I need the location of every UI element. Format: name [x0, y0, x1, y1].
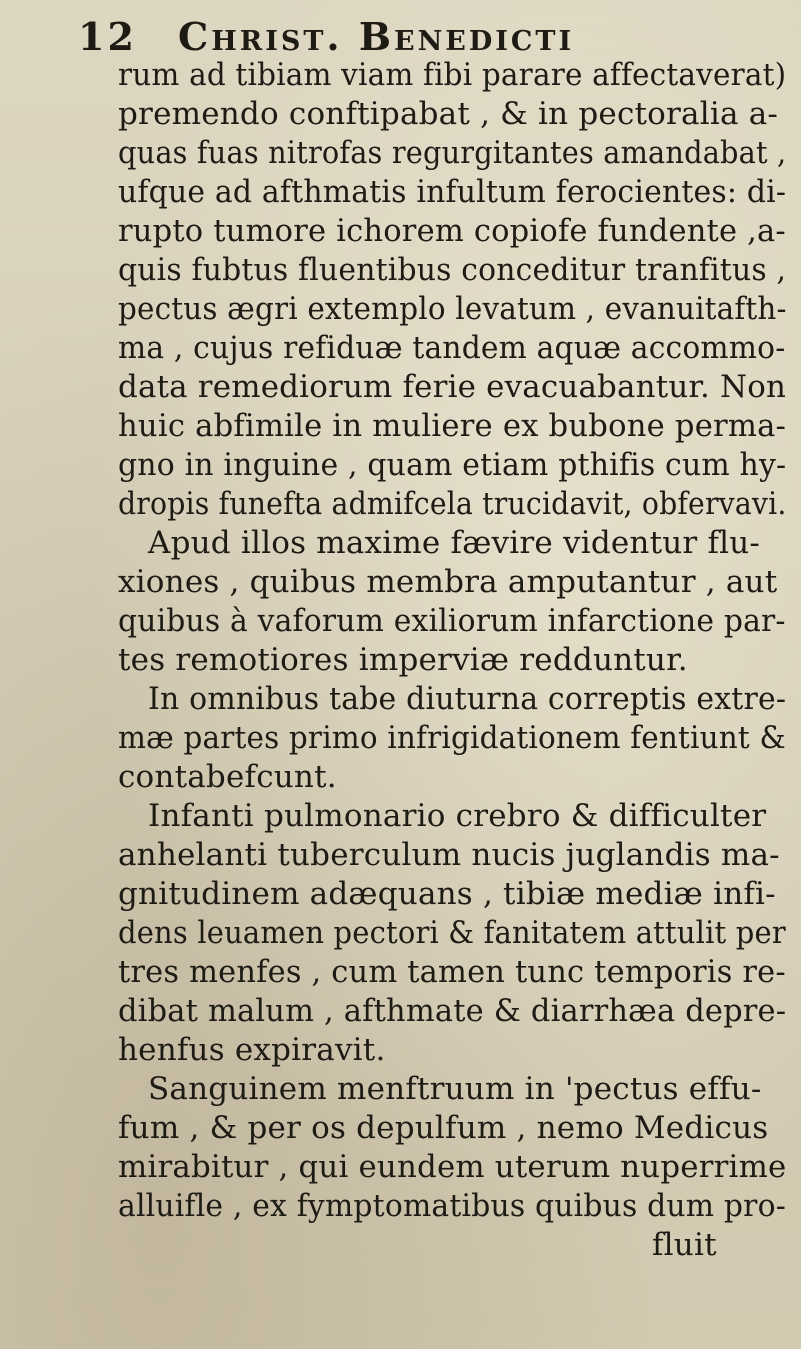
- text-line: henfus expiravit.: [118, 1032, 386, 1068]
- text-line: alluifle , ex fymptomatibus quibus dum pro-: [118, 1188, 787, 1224]
- text-line: mæ partes primo infrigidationem fentiunt &: [118, 720, 786, 756]
- text-line: Sanguinem menftruum in 'pectus effu-: [148, 1071, 762, 1107]
- text-line: data remediorum ferie evacuabantur. Non: [118, 369, 787, 405]
- text-line: Infanti pulmonario crebro & difficulter: [148, 798, 767, 834]
- text-line: ma , cujus refiduæ tandem aquæ accommo-: [118, 330, 786, 366]
- text-line: fluit: [652, 1227, 717, 1263]
- text-line: gnitudinem adæquans , tibiæ mediæ infi-: [118, 876, 776, 912]
- text-line: huic abfimile in muliere ex bubone perma-: [118, 408, 787, 444]
- text-line: gno in inguine , quam etiam pthifis cum hy-: [118, 447, 787, 483]
- text-line: tes remotiores imperviæ redduntur.: [118, 642, 688, 678]
- text-line: rupto tumore ichorem copiofe fundente ,a-: [118, 213, 786, 249]
- text-line: Apud illos maxime fævire videntur flu-: [148, 525, 761, 561]
- text-line: quibus à vaforum exiliorum infarctione par-: [118, 603, 786, 639]
- text-line: tres menfes , cum tamen tunc temporis re-: [118, 954, 786, 990]
- text-line: dropis funefta admifcela trucidavit, obfervavi.: [118, 486, 787, 522]
- text-line: rum ad tibiam viam fibi parare affectaverat): [118, 57, 787, 93]
- text-line: contabefcunt.: [118, 759, 337, 795]
- page-number: 12: [78, 14, 137, 59]
- text-line: dibat malum , afthmate & diarrhæa depre-: [118, 993, 787, 1029]
- running-head: Christ. Benedicti: [178, 14, 575, 59]
- text-line: quis fubtus fluentibus conceditur tranfitus ,: [118, 252, 787, 288]
- text-line: premendo conftipabat , & in pectoralia a-: [118, 96, 779, 132]
- text-line: ufque ad afthmatis infultum ferocientes: di-: [118, 174, 787, 210]
- text-line: dens leuamen pectori & fanitatem attulit per: [118, 915, 786, 951]
- text-line: quas fuas nitrofas regurgitantes amandabat ,: [118, 135, 787, 171]
- text-line: xiones , quibus membra amputantur , aut: [118, 564, 778, 600]
- text-line: anhelanti tuberculum nucis juglandis ma-: [118, 837, 780, 873]
- text-line: In omnibus tabe diuturna correptis extre-: [148, 681, 787, 717]
- text-line: fum , & per os depulfum , nemo Medicus: [118, 1110, 769, 1146]
- text-line: pectus ægri extemplo levatum , evanuitafth-: [118, 291, 787, 327]
- text-line: mirabitur , qui eundem uterum nuperrime: [118, 1149, 787, 1185]
